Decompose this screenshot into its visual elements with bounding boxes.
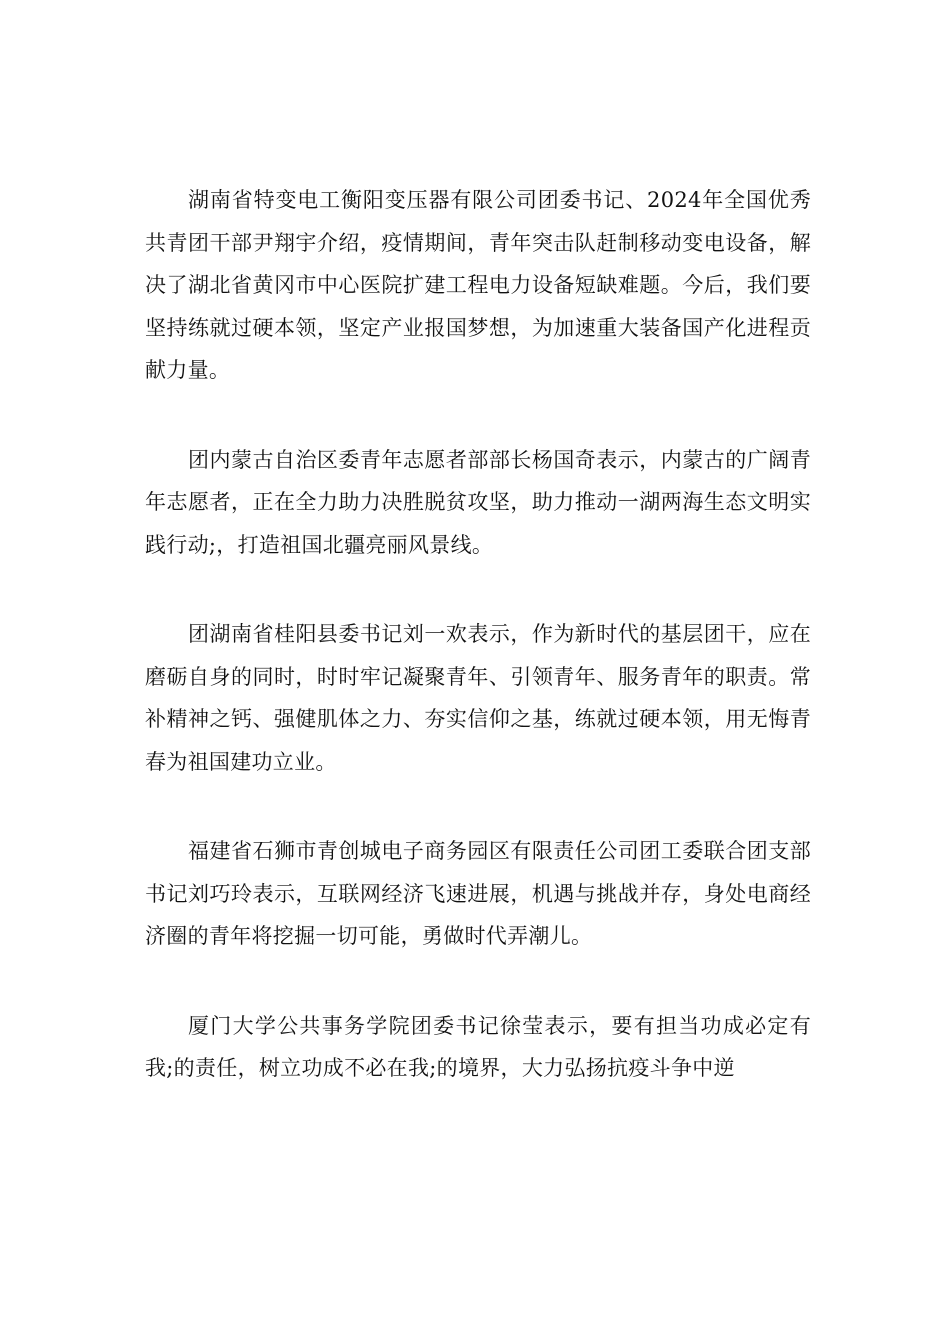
document-body [145,179,811,1137]
paragraph-4: 福建省石狮市青创城电子商务园区有限责任公司团工委联合团支部书记刘巧玲表示，互联网经济飞速进展，机遇与挑战并存，身处电商经济圈的青年将挖掘一切可能，勇做时代弄潮儿。 [145,839,811,948]
paragraph-2: 团内蒙古自治区委青年志愿者部部长杨国奇表示，内蒙古的广阔青年志愿者，正在全力助力决胜脱贫攻坚，助力推动一湖两海生态文明实践行动;，打造祖国北疆亮丽风景线。 [145,447,811,557]
paragraph-1: 湖南省特变电工衡阳变压器有限公司团委书记、2024年全国优秀共青团干部尹翔宇介绍，疫情期间，青年突击队赶制移动变电设备，解决了湖北省黄冈市中心医院扩建工程电力设备短缺难题。今后，我们要坚持练就过硬本领，坚定产业报国梦想，为加速重大装备国产化进程贡献力量。 [145,188,811,382]
paragraph-5: 厦门大学公共事务学院团委书记徐莹表示，要有担当功成必定有我;的责任，树立功成不必在我;的境界，大力弘扬抗疫斗争中逆 [145,1013,811,1080]
paragraph-3: 团湖南省桂阳县委书记刘一欢表示，作为新时代的基层团干，应在磨砺自身的同时，时时牢记凝聚青年、引领青年、服务青年的职责。常补精神之钙、强健肌体之力、夯实信仰之基，练就过硬本领，用无悔青春为祖国建功立业。 [145,622,811,774]
